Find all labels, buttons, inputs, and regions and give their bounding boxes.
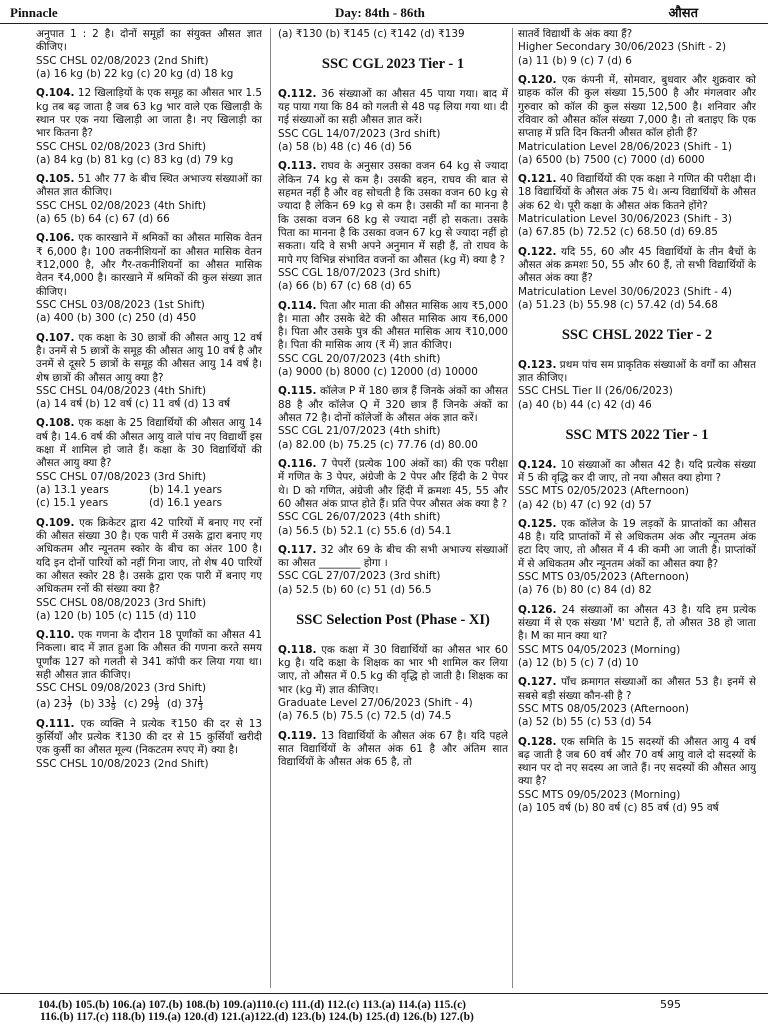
question-number: Q.104. xyxy=(36,87,75,100)
question-number: Q.119. xyxy=(278,729,317,742)
answer-options: (a) 40 (b) 44 (c) 42 (d) 46 xyxy=(518,398,652,411)
question-block xyxy=(518,173,756,240)
question-text: 12 खिलाड़ियों के एक समूह का औसत भार 1.5 kg तब बढ़ जाता है जब 63 kg भार वाले एक खिलाड़ी के स्थान पर एक नया खिलाड़ी आ जाता है। नए खिलाड़ी का भार कितना है? xyxy=(36,87,262,140)
question-text: 32 और 69 के बीच की सभी अभाज्य संख्याओं का औसत ________ होगा । xyxy=(278,543,508,570)
question-text: अनुपात 1 : 2 है। दोनों समूहों का संयुक्त औसत ज्ञात कीजिए। xyxy=(36,28,262,54)
column-3 xyxy=(518,28,756,993)
exam-source: SSC CHSL 09/08/2023 (3rd Shift) xyxy=(36,682,207,695)
question-text: 10 संख्याओं का औसत 42 है। यदि प्रत्येक संख्या में 5 की वृद्धि कर दी जाए, तो नया औसत क्या होगा ? xyxy=(518,458,756,484)
question-number: Q.110. xyxy=(36,629,75,642)
question-text: राघव के अनुसार उसका वजन 64 kg से ज्यादा लेकिन 74 kg से कम है। उसकी बहन, राघव की बात से सहमत नहीं है और वह सोचती है कि उसका वजन 60 kg से ज्यादा है लेकिन 69 kg से कम है। उसकी माँ का मानना है कि उसका वजन 68 kg से ज्यादा नहीं हो सकता। उसके पिता का मानना है कि उसका वजन 67 kg से ज्यादा नहीं हो सकता। यदि वे सभी अपने अनुमान में सही हैं, तो राघव के मापे गए विभिन्न संभावित वजनों का औसत (kg में) क्या है ? xyxy=(278,160,508,266)
answer-options: (a) 14 वर्ष (b) 12 वर्ष (c) 11 वर्ष (d) 13 वर्ष xyxy=(36,398,231,411)
answer-option xyxy=(166,694,203,713)
answer-option: (a) 13.1 years xyxy=(36,484,109,496)
question-block xyxy=(36,718,262,771)
section-heading: SSC CHSL 2022 Tier - 2 xyxy=(561,327,713,344)
question-text: एक कंपनी में, सोमवार, बुधवार और शुक्रवार को ग्राहक कॉल की कुल संख्या 15,500 है और मंगलवार और गुरुवार को कॉल की कुल संख्या 12,500 है। शनिवार और रविवार को औसत कॉल संख्या 7,000 है। तो बताइए कि एक सप्ताह में प्रति दिन कितनी औसत कॉल होती हैं? xyxy=(518,73,756,140)
question-number: Q.107. xyxy=(36,331,75,344)
page-header xyxy=(0,0,768,24)
question-block xyxy=(278,28,508,41)
fraction-numerator: 1 xyxy=(111,694,116,704)
option-fraction xyxy=(198,696,203,712)
question-text: एक गणना के दौरान 18 पूर्णांकों का औसत 41 निकला। बाद में ज्ञात हुआ कि औसत की गणना करते समय पूर्णांक 127 को गलती से 341 कॉपी कर लिया गया था। सही औसत ज्ञात कीजिए। xyxy=(36,629,262,682)
exam-source: SSC MTS 02/05/2023 (Afternoon) xyxy=(518,485,689,498)
answer-key-line-1: 104.(b) 105.(b) 106.(a) 107.(b) 108.(b) 109.(a)110.(c) 111.(d) 112.(c) 113.(a) 114.(a) 115.(c) xyxy=(38,999,467,1011)
question-block xyxy=(518,604,756,671)
question-number: Q.116. xyxy=(278,457,317,470)
answer-options: (a) 52 (b) 55 (c) 53 (d) 54 xyxy=(518,716,652,729)
question-number: Q.127. xyxy=(518,676,557,689)
question-text: एक क्रिकेटर द्वारा 42 पारियों में बनाए गए रनों की औसत संख्या 30 है। एक पारी में उसके द्वारा बनाए गए अधिकतम और न्यूनतम स्कोर के बीच का अंतर 100 है। यदि इन दोनों पारियों को नहीं गिना जाए, तो शेष 40 पारियों का औसत स्कोर 28 है। उसके द्वारा एक पारी में बनाए गए अधिकतम रनों की संख्या क्या है? xyxy=(36,516,262,596)
section-heading: SSC CGL 2023 Tier - 1 xyxy=(321,56,465,73)
answer-options: (a) 52.5 (b) 60 (c) 51 (d) 56.5 xyxy=(278,583,432,596)
brand-name: Pinnacle xyxy=(10,5,58,20)
question-number: Q.114. xyxy=(278,299,317,312)
question-text: एक कक्षा के 30 छात्रों की औसत आयु 12 वर्ष है। उनमें से 5 छात्रों के समूह की औसत आयु 10 वर्ष है और उनमें से दूसरे 5 छात्रों के समूह की औसत आयु 14 वर्ष है। शेष छात्रों की औसत आयु क्या है? xyxy=(36,331,262,384)
question-number: Q.126. xyxy=(518,603,557,616)
answer-options: (a) 76 (b) 80 (c) 84 (d) 82 xyxy=(518,584,652,597)
question-text: एक कक्षा के 25 विद्यार्थियों की औसत आयु 14 वर्ष है। 14.6 वर्ष की औसत आयु वाले पांच नए विद्यार्थी इस कक्षा में शामिल हो जाते हैं। कक्षा के 30 विद्यार्थियों की औसत आयु क्या है? xyxy=(36,417,262,470)
exam-source: SSC CHSL 02/08/2023 (4th Shift) xyxy=(36,199,206,212)
question-block xyxy=(36,629,262,712)
question-text: 13 विद्यार्थियों के औसत अंक 67 है। यदि पहले सात विद्यार्थियों के औसत अंक 61 है और अंतिम सात विद्यार्थियों के औसत अंक 65 है, तो xyxy=(278,729,508,769)
exam-source: SSC CHSL 04/08/2023 (4th Shift) xyxy=(36,384,206,397)
answer-options: (a) 58 (b) 48 (c) 46 (d) 56 xyxy=(278,141,412,154)
answer-options: (a) 11 (b) 9 (c) 7 (d) 6 xyxy=(518,54,632,67)
question-text: 36 संख्याओं का औसत 45 पाया गया। बाद में यह पाया गया कि 84 को गलती से 48 पढ़ लिया गया था। दी गई संख्याओं का सही औसत ज्ञात करें। xyxy=(278,87,508,127)
question-number: Q.121. xyxy=(518,173,557,186)
answer-options: (a) 84 kg (b) 81 kg (c) 83 kg (d) 79 kg xyxy=(36,153,234,166)
option-fraction xyxy=(111,696,116,712)
day-range: Day: 84th - 86th xyxy=(335,5,425,20)
option-fraction xyxy=(67,696,72,712)
question-text: 24 संख्याओं का औसत 43 है। यदि हम प्रत्येक संख्या में से एक संख्या 'M' घटाते हैं, तो औसत 38 हो जाता है। M का मान क्या था? xyxy=(518,603,756,643)
option-whole: (b) 33 xyxy=(79,697,112,710)
exam-source: SSC CHSL 03/08/2023 (1st Shift) xyxy=(36,298,205,311)
question-number: Q.115. xyxy=(278,385,317,398)
question-text: 51 और 77 के बीच स्थित अभाज्य संख्याओं का औसत ज्ञात कीजिए। xyxy=(36,173,262,199)
exam-source: Matriculation Level 30/06/2023 (Shift - 4) xyxy=(518,285,732,298)
answer-options: (a) 67.85 (b) 72.52 (c) 68.50 (d) 69.85 xyxy=(518,226,718,239)
question-block xyxy=(36,417,262,510)
question-block xyxy=(36,87,262,167)
answer-options: (a) 65 (b) 64 (c) 67 (d) 66 xyxy=(36,213,170,226)
answer-options: (a) 6500 (b) 7500 (c) 7000 (d) 6000 xyxy=(518,153,705,166)
question-block xyxy=(278,730,508,770)
fraction-numerator: 1 xyxy=(154,694,159,704)
question-text: पाँच क्रमागत संख्याओं का औसत 53 है। इनमें से सबसे बड़ी संख्या कौन-सी है ? xyxy=(518,676,756,702)
answer-option: (b) 14.1 years xyxy=(149,484,223,496)
answer-options: (a) 400 (b) 300 (c) 250 (d) 450 xyxy=(36,312,197,325)
exam-source: Higher Secondary 30/06/2023 (Shift - 2) xyxy=(518,41,727,54)
question-number: Q.113. xyxy=(278,160,317,173)
question-text: पिता और माता की औसत मासिक आय ₹5,000 है। माता और उसके बेटे की औसत मासिक आय ₹6,000 है। पिता और उसके पुत्र की औसत मासिक आय ₹10,000 है। पिता की मासिक आय (₹ में) ज्ञात कीजिए। xyxy=(278,299,508,352)
question-block xyxy=(518,459,756,512)
question-block xyxy=(36,173,262,226)
question-number: Q.117. xyxy=(278,543,317,556)
question-number: Q.124. xyxy=(518,458,557,471)
column-2 xyxy=(278,28,508,993)
question-block xyxy=(518,518,756,598)
question-block xyxy=(278,544,508,597)
exam-source: SSC MTS 04/05/2023 (Morning) xyxy=(518,643,681,656)
question-number: Q.120. xyxy=(518,73,557,86)
question-text: एक कक्षा में 30 विद्यार्थियों का औसत भार 60 kg है। यदि कक्षा के शिक्षक का भार भी शामिल कर लिया जाए, तो औसत में 0.5 kg की वृद्धि हो जाती है। शिक्षक का भार (kg में) ज्ञात कीजिए। xyxy=(278,643,508,696)
option-whole: (a) 23 xyxy=(36,697,67,710)
question-text: एक कॉलेज के 19 लड़कों के प्राप्तांकों का औसत 48 है। यदि प्राप्तांकों में से अधिकतम अंक और न्यूनतम अंक हटा दिए जाए, तो औसत में 4 की कमी आ जाती है। प्राप्तांकों में से अधिकतम और न्यूनतम अंकों का औसत क्या है? xyxy=(518,517,756,570)
exam-source: SSC CGL 14/07/2023 (3rd shift) xyxy=(278,127,441,140)
exam-source: Graduate Level 27/06/2023 (Shift - 4) xyxy=(278,696,473,709)
question-text: सातवें विद्यार्थी के अंक क्या हैं? xyxy=(518,28,633,40)
question-number: Q.105. xyxy=(36,173,75,186)
option-fraction xyxy=(154,696,159,712)
answer-options: (a) 66 (b) 67 (c) 68 (d) 65 xyxy=(278,280,412,293)
answer-options: (a) 12 (b) 5 (c) 7 (d) 10 xyxy=(518,656,639,669)
question-block xyxy=(278,300,508,380)
answer-options: (a) 42 (b) 47 (c) 92 (d) 57 xyxy=(518,498,652,511)
answer-options xyxy=(36,696,262,712)
exam-source: SSC MTS 08/05/2023 (Afternoon) xyxy=(518,702,689,715)
answer-option xyxy=(123,694,159,713)
question-block xyxy=(278,88,508,155)
fraction-denominator: 7 xyxy=(67,703,72,713)
question-number: Q.122. xyxy=(518,245,557,258)
exam-source: SSC CHSL 08/08/2023 (3rd Shift) xyxy=(36,596,207,609)
question-text: प्रथम पांच सम प्राकृतिक संख्याओं के वर्गों का औसत ज्ञात कीजिए। xyxy=(518,358,756,385)
exam-source: SSC MTS 03/05/2023 (Afternoon) xyxy=(518,571,689,584)
page-number: 595 xyxy=(660,998,681,1011)
question-text: 7 पेपरों (प्रत्येक 100 अंकों का) की एक परीक्षा में गणित के 3 पेपर, अंग्रेजी के 2 पेपर और हिंदी के 2 पेपर थे। D को गणित, अंग्रेजी और हिंदी में क्रमशः 45, 55 और 60 औसत अंक प्राप्त होते हैं। प्रति पेपर औसत अंक क्या है ? xyxy=(278,457,508,510)
question-block xyxy=(518,28,756,68)
question-block xyxy=(518,736,756,816)
question-number: Q.108. xyxy=(36,417,75,430)
fraction-numerator: 1 xyxy=(198,694,203,704)
answer-option xyxy=(79,694,116,713)
fraction-denominator: 3 xyxy=(198,703,203,713)
question-number: Q.128. xyxy=(518,735,557,748)
answer-options xyxy=(36,484,262,511)
column-1 xyxy=(36,28,262,993)
question-block xyxy=(36,28,262,81)
question-number: Q.111. xyxy=(36,717,75,730)
question-text: यदि 55, 60 और 45 विद्यार्थियों के तीन बैचों के औसत अंक क्रमशः 50, 55 और 60 हैं, तो सभी विद्यार्थियों के औसत अंक क्या हैं? xyxy=(518,245,756,285)
answer-key-line-2: 116.(b) 117.(c) 118.(b) 119.(a) 120.(d) 121.(a)122.(d) 123.(b) 124.(b) 125.(d) 126.(b) 127.(b) xyxy=(40,1011,474,1023)
exam-source: SSC MTS 09/05/2023 (Morning) xyxy=(518,788,681,801)
option-whole: (c) 29 xyxy=(123,697,155,710)
answer-options: (a) 120 (b) 105 (c) 115 (d) 110 xyxy=(36,609,197,622)
chapter-topic: औसत xyxy=(668,5,698,20)
exam-source: SSC CHSL 07/08/2023 (3rd Shift) xyxy=(36,470,207,483)
question-number: Q.109. xyxy=(36,516,75,529)
section-heading: SSC Selection Post (Phase - XI) xyxy=(296,612,490,629)
answer-options: (a) 105 वर्ष (b) 80 वर्ष (c) 85 वर्ष (d) 95 वर्ष xyxy=(518,802,719,815)
question-number: Q.125. xyxy=(518,517,557,530)
exam-source: SSC CGL 20/07/2023 (4th shift) xyxy=(278,352,441,365)
footer-rule xyxy=(0,993,768,994)
question-number: Q.123. xyxy=(518,358,557,371)
answer-options: (a) 51.23 (b) 55.98 (c) 57.42 (d) 54.68 xyxy=(518,298,718,311)
question-text: कॉलेज P में 180 छात्र हैं जिनके अंकों का औसत 88 है और कॉलेज Q में 320 छात्र हैं जिनके अंकों का औसत 72 है। दोनों कॉलेजों के औसत अंक ज्ञात करें। xyxy=(278,385,508,425)
exam-source: SSC CGL 27/07/2023 (3rd shift) xyxy=(278,570,441,583)
answer-options: (a) 9000 (b) 8000 (c) 12000 (d) 10000 xyxy=(278,366,478,379)
answer-option: (d) 16.1 years xyxy=(149,497,223,510)
exam-source: SSC CHSL Tier II (26/06/2023) xyxy=(518,385,673,398)
exam-source: Matriculation Level 30/06/2023 (Shift - 3) xyxy=(518,213,732,226)
question-text: एक व्यक्ति ने प्रत्येक ₹150 की दर से 13 कुर्सियाँ और प्रत्येक ₹130 की दर से 15 कुर्सियाँ खरीदी एक कुर्सी का औसत मूल्य (निकटतम रुपए में) क्या है। xyxy=(36,717,262,757)
answer-option xyxy=(36,694,72,713)
answer-options: (a) ₹130 (b) ₹145 (c) ₹142 (d) ₹139 xyxy=(278,28,465,40)
question-number: Q.118. xyxy=(278,643,317,656)
question-block xyxy=(278,160,508,293)
exam-source: SSC CGL 21/07/2023 (4th shift) xyxy=(278,425,441,438)
question-block xyxy=(278,385,508,452)
answer-options: (a) 82.00 (b) 75.25 (c) 77.76 (d) 80.00 xyxy=(278,438,478,451)
fraction-denominator: 9 xyxy=(111,703,116,713)
question-columns xyxy=(0,28,768,993)
question-block xyxy=(278,458,508,538)
question-block xyxy=(36,332,262,412)
exam-source: SSC CGL 26/07/2023 (4th shift) xyxy=(278,511,441,524)
question-number: Q.106. xyxy=(36,232,75,245)
section-heading: SSC MTS 2022 Tier - 1 xyxy=(565,427,709,444)
answer-options: (a) 56.5 (b) 52.1 (c) 55.6 (d) 54.1 xyxy=(278,524,452,537)
exam-source: SSC CHSL 10/08/2023 (2nd Shift) xyxy=(36,757,209,770)
question-number: Q.112. xyxy=(278,87,317,100)
exam-source: SSC CGL 18/07/2023 (3rd shift) xyxy=(278,266,441,279)
question-text: एक कारखाने में श्रमिकों का औसत मासिक वेतन ₹ 6,000 है। 100 तकनीशियनों का औसत मासिक वेतन ₹12,000 है, और गैर-तकनीशियनों का औसत मासिक वेतन ₹4,000 है। कारखाने में श्रमिकों की कुल संख्या ज्ञात कीजिए। xyxy=(36,232,262,298)
question-block xyxy=(518,246,756,313)
question-block xyxy=(518,359,756,412)
question-block xyxy=(36,232,262,325)
question-text: 40 विद्यार्थियों की एक कक्षा ने गणित की परीक्षा दी। 18 विद्यार्थियों के औसत अंक 75 थे। अन्य विद्यार्थियों के औसत अंक 62 थे। पूरी कक्षा के औसत अंक कितने होंगे? xyxy=(518,173,756,212)
question-block xyxy=(36,517,262,624)
exam-source: SSC CHSL 02/08/2023 (2nd Shift) xyxy=(36,54,209,67)
fraction-numerator: 1 xyxy=(67,694,72,704)
answer-options: (a) 76.5 (b) 75.5 (c) 72.5 (d) 74.5 xyxy=(278,710,452,723)
exam-source: Matriculation Level 28/06/2023 (Shift - 1) xyxy=(518,140,732,153)
question-block xyxy=(518,74,756,167)
exam-source: SSC CHSL 02/08/2023 (3rd Shift) xyxy=(36,140,207,153)
question-text: एक समिति के 15 सदस्यों की औसत आयु 4 वर्ष बढ़ जाती है जब 60 वर्ष और 70 वर्ष आयु वाले दो सदस्यों के स्थान पर दो नए सदस्य आ जाते हैं। नए सदस्यों की औसत आयु क्या है? xyxy=(518,735,756,788)
option-whole: (d) 37 xyxy=(166,697,199,710)
answer-options: (a) 16 kg (b) 22 kg (c) 20 kg (d) 18 kg xyxy=(36,67,234,80)
answer-option: (c) 15.1 years xyxy=(36,497,109,510)
fraction-denominator: 9 xyxy=(154,703,159,713)
question-block xyxy=(278,644,508,724)
question-block xyxy=(518,676,756,729)
